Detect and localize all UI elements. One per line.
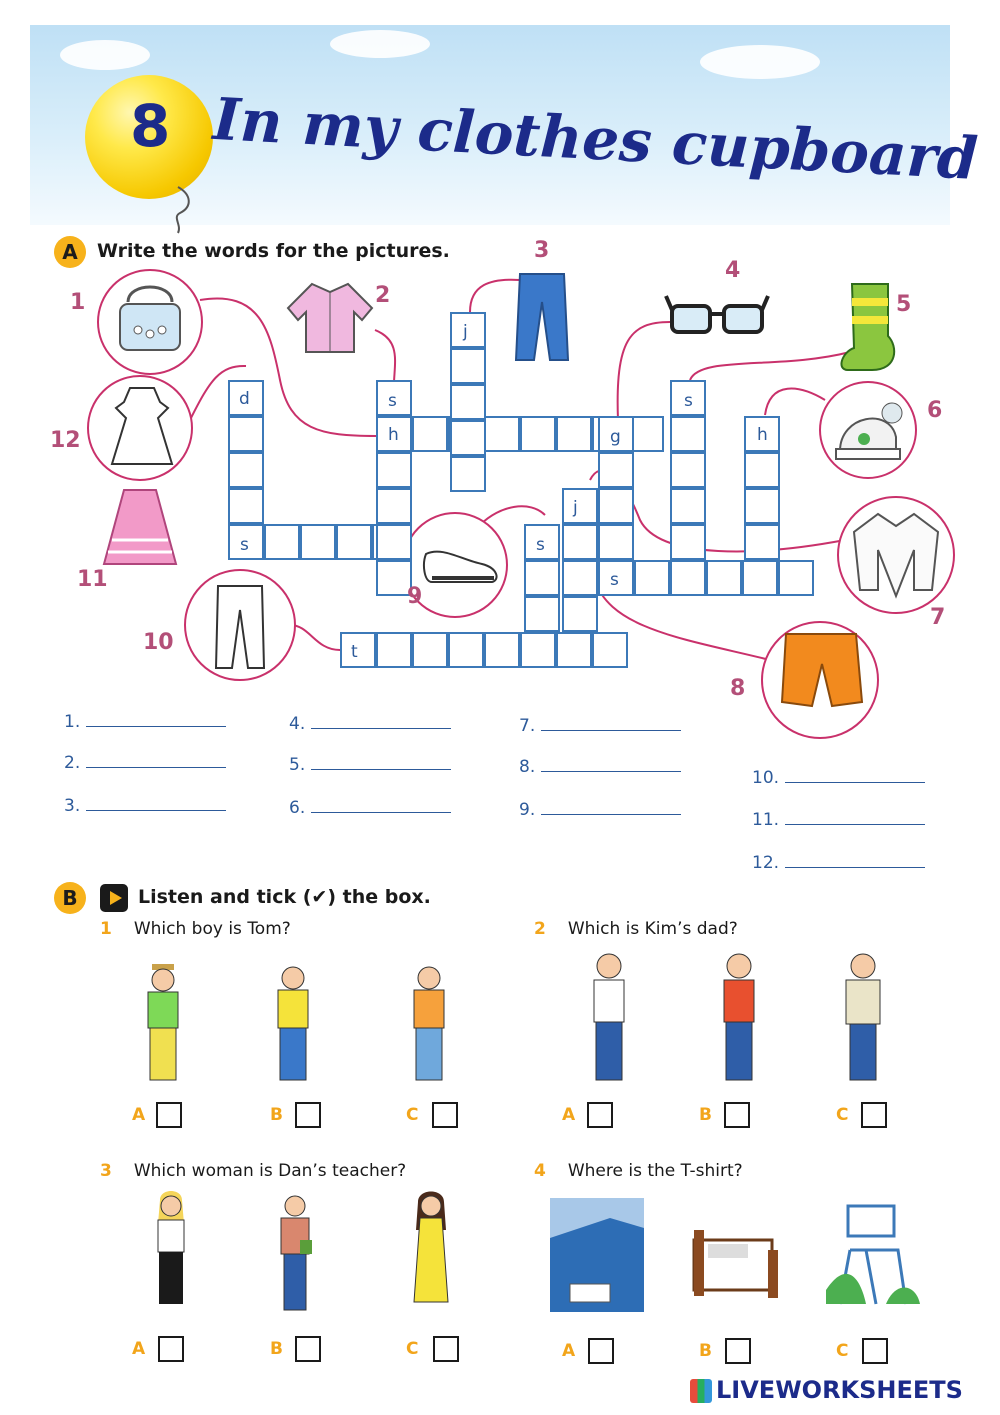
unit-number: 8 [130, 92, 171, 160]
q3-checkbox-a[interactable] [158, 1336, 184, 1362]
crossword-letter: j [573, 498, 578, 518]
hat-icon [830, 395, 906, 465]
picture-number: 11 [77, 567, 108, 592]
woman-figure-b [270, 1190, 320, 1320]
crossword-cell[interactable] [336, 524, 372, 560]
crossword-cell[interactable] [556, 632, 592, 668]
picture-number: 6 [927, 398, 943, 423]
option-label: C [836, 1105, 849, 1125]
crossword-cell[interactable] [340, 632, 376, 668]
crossword-cell[interactable] [376, 488, 412, 524]
answer-line-5[interactable]: 5. [289, 755, 451, 775]
option-label: A [562, 1341, 576, 1361]
answer-line-7[interactable]: 7. [519, 716, 681, 736]
crossword-cell[interactable] [450, 420, 486, 456]
jeans-icon [512, 268, 572, 366]
crossword-cell[interactable] [376, 632, 412, 668]
question-4: 4 Where is the T-shirt? [534, 1161, 743, 1181]
option-label: C [836, 1341, 849, 1361]
section-a-instruction: Write the words for the pictures. [97, 240, 450, 262]
picture-number: 7 [930, 605, 946, 630]
crossword-cell[interactable] [706, 560, 742, 596]
crossword-cell[interactable] [228, 452, 264, 488]
q2-checkbox-b[interactable] [724, 1102, 750, 1128]
crossword-cell[interactable] [562, 524, 598, 560]
boy-figure-b [268, 962, 318, 1088]
crossword-cell[interactable] [744, 452, 780, 488]
crossword-cell[interactable] [520, 632, 556, 668]
answer-line-12[interactable]: 12. [752, 853, 925, 873]
q1-checkbox-c[interactable] [432, 1102, 458, 1128]
crossword-cell[interactable] [670, 416, 706, 452]
answer-line-2[interactable]: 2. [64, 753, 226, 773]
crossword-cell[interactable] [228, 416, 264, 452]
option-label: A [562, 1105, 576, 1125]
answer-line-4[interactable]: 4. [289, 714, 451, 734]
car-seat-picture [550, 1198, 644, 1312]
option-label: A [132, 1339, 146, 1359]
crossword-cell[interactable] [450, 312, 486, 348]
crossword-cell[interactable] [264, 524, 300, 560]
answer-line-10[interactable]: 10. [752, 768, 925, 788]
glasses-icon [664, 292, 770, 338]
shoe-icon [422, 540, 502, 588]
picture-number: 1 [70, 290, 86, 315]
man-figure-b [712, 950, 766, 1088]
option-label: B [699, 1105, 712, 1125]
crossword-cell[interactable] [412, 416, 448, 452]
crossword-letter: h [388, 425, 399, 445]
answer-line-11[interactable]: 11. [752, 810, 925, 830]
man-figure-c [836, 950, 890, 1088]
crossword-cell[interactable] [556, 416, 592, 452]
crossword-cell[interactable] [450, 456, 486, 492]
crossword-cell[interactable] [598, 488, 634, 524]
crossword-cell[interactable] [592, 632, 628, 668]
q4-checkbox-c[interactable] [862, 1338, 888, 1364]
q1-checkbox-a[interactable] [156, 1102, 182, 1128]
crossword-cell[interactable] [484, 632, 520, 668]
crossword-cell[interactable] [562, 488, 598, 524]
crossword-letter: s [388, 391, 397, 411]
q3-checkbox-b[interactable] [295, 1336, 321, 1362]
option-label: B [270, 1105, 283, 1125]
crossword-cell[interactable] [412, 632, 448, 668]
picture-number: 2 [375, 283, 391, 308]
crossword-cell[interactable] [670, 488, 706, 524]
option-label: C [406, 1105, 419, 1125]
picture-number: 12 [50, 428, 81, 453]
crossword-cell[interactable] [450, 384, 486, 420]
crossword-cell[interactable] [520, 416, 556, 452]
option-label: B [699, 1341, 712, 1361]
q4-checkbox-b[interactable] [725, 1338, 751, 1364]
option-label: B [270, 1339, 283, 1359]
answer-line-1[interactable]: 1. [64, 712, 226, 732]
crossword-cell[interactable] [376, 524, 412, 560]
crossword-cell[interactable] [744, 488, 780, 524]
answer-line-6[interactable]: 6. [289, 798, 451, 818]
picture-number: 9 [407, 584, 423, 609]
crossword-cell[interactable] [778, 560, 814, 596]
skirt-icon [100, 486, 180, 570]
crossword-letter: s [610, 570, 619, 590]
q1-checkbox-b[interactable] [295, 1102, 321, 1128]
q3-checkbox-c[interactable] [433, 1336, 459, 1362]
section-b-badge: B [54, 882, 86, 914]
crossword-letter: s [240, 535, 249, 555]
crossword-cell[interactable] [484, 416, 520, 452]
shirt-icon [282, 278, 378, 358]
crossword-cell[interactable] [524, 560, 560, 596]
crossword-cell[interactable] [376, 452, 412, 488]
section-b-instruction: Listen and tick (✔) the box. [138, 886, 431, 908]
crossword-cell[interactable] [450, 348, 486, 384]
crossword-cell[interactable] [562, 596, 598, 632]
q2-checkbox-a[interactable] [587, 1102, 613, 1128]
boy-figure-a [138, 962, 188, 1088]
man-figure-a [582, 950, 636, 1088]
picture-number: 10 [143, 630, 174, 655]
crossword-cell[interactable] [300, 524, 336, 560]
boy-figure-c [404, 962, 454, 1088]
crossword-cell[interactable] [670, 560, 706, 596]
crossword-letter: j [463, 322, 468, 342]
crossword-letter: t [351, 642, 358, 662]
crossword-letter: h [757, 425, 768, 445]
trousers-icon [210, 582, 270, 672]
chair-picture [826, 1200, 920, 1312]
picture-number: 5 [896, 292, 912, 317]
crossword-cell[interactable] [742, 560, 778, 596]
bag-icon [108, 282, 192, 362]
crossword-cell[interactable] [562, 560, 598, 596]
question-1: 1 Which boy is Tom? [100, 919, 291, 939]
answer-line-8[interactable]: 8. [519, 757, 681, 777]
question-3: 3 Which woman is Dan’s teacher? [100, 1161, 407, 1181]
woman-figure-a [146, 1190, 196, 1320]
picture-number: 8 [730, 676, 746, 701]
picture-number: 3 [534, 238, 550, 263]
crossword-cell[interactable] [598, 524, 634, 560]
audio-play-icon[interactable] [100, 884, 128, 912]
q4-checkbox-a[interactable] [588, 1338, 614, 1364]
woman-figure-c [406, 1190, 456, 1320]
dress-icon [106, 384, 178, 470]
crossword-letter: d [239, 389, 250, 409]
crossword-cell[interactable] [448, 632, 484, 668]
crossword-cell[interactable] [598, 452, 634, 488]
liveworksheets-logo-icon [690, 1379, 712, 1403]
crossword-cell[interactable] [670, 452, 706, 488]
crossword-cell[interactable] [634, 560, 670, 596]
question-2: 2 Which is Kim’s dad? [534, 919, 738, 939]
footer-brand: LIVEWORKSHEETS [690, 1376, 963, 1404]
crossword-letter: g [610, 427, 621, 447]
page-title: In my clothes cupboard [211, 85, 980, 193]
crossword-cell[interactable] [670, 524, 706, 560]
crossword-cell[interactable] [744, 524, 780, 560]
answer-line-9[interactable]: 9. [519, 800, 681, 820]
q2-checkbox-c[interactable] [861, 1102, 887, 1128]
section-a-badge: A [54, 236, 86, 268]
option-label: C [406, 1339, 419, 1359]
option-label: A [132, 1105, 146, 1125]
crossword-letter: s [536, 535, 545, 555]
bed-picture [688, 1210, 784, 1306]
jacket-icon [848, 510, 944, 600]
crossword-cell[interactable] [228, 488, 264, 524]
shorts-icon [776, 628, 866, 714]
answer-line-3[interactable]: 3. [64, 796, 226, 816]
picture-number: 4 [725, 258, 741, 283]
crossword-letter: s [684, 391, 693, 411]
crossword-cell[interactable] [524, 596, 560, 632]
